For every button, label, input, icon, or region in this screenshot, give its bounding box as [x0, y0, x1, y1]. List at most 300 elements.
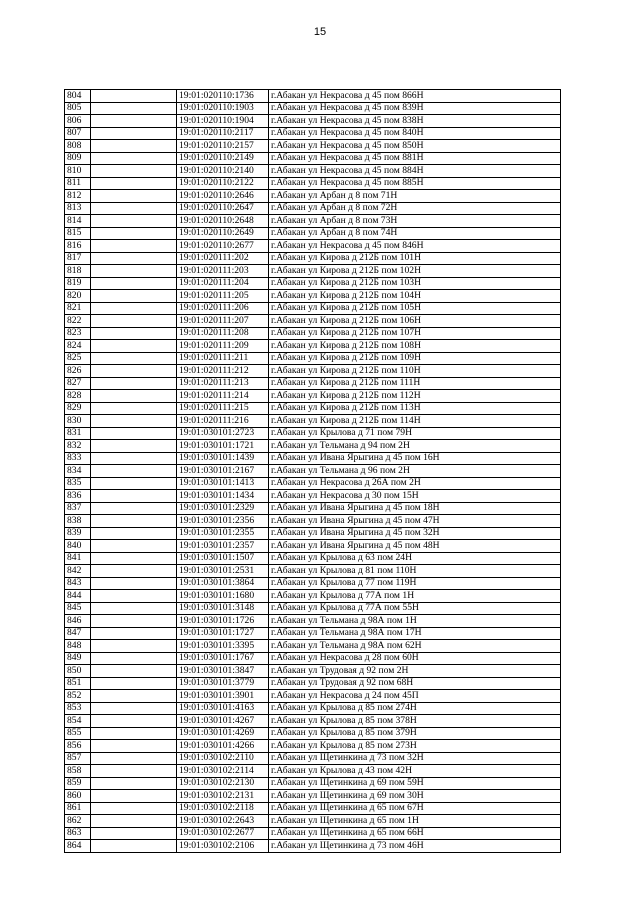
address-cell: г.Абакан ул Тельмана д 98А пом 1Н [269, 615, 561, 628]
table-row [65, 490, 561, 503]
empty-cell [91, 165, 177, 178]
row-number-cell: 857 [65, 752, 91, 765]
empty-cell [91, 415, 177, 428]
cadastral-number-cell: 19:01:020110:2677 [177, 240, 269, 253]
address-cell: г.Абакан ул Щетинкина д 73 пом 46Н [269, 840, 561, 853]
table-row [65, 627, 561, 640]
empty-cell [91, 215, 177, 228]
cadastral-number-cell: 19:01:030101:3847 [177, 665, 269, 678]
table-row [65, 440, 561, 453]
empty-cell [91, 702, 177, 715]
address-cell: г.Абакан ул Ивана Ярыгина д 45 пом 47Н [269, 515, 561, 528]
address-cell: г.Абакан ул Ивана Ярыгина д 45 пом 16Н [269, 452, 561, 465]
address-cell: г.Абакан ул Некрасова д 28 пом 60Н [269, 652, 561, 665]
address-cell: г.Абакан ул Трудовая д 92 пом 68Н [269, 677, 561, 690]
empty-cell [91, 465, 177, 478]
address-cell: г.Абакан ул Трудовая д 92 пом 2Н [269, 665, 561, 678]
row-number-cell: 864 [65, 840, 91, 853]
empty-cell [91, 690, 177, 703]
cadastral-number-cell: 19:01:030101:3864 [177, 577, 269, 590]
empty-cell [91, 152, 177, 165]
empty-cell [91, 802, 177, 815]
cadastral-number-cell: 19:01:020110:2140 [177, 165, 269, 178]
empty-cell [91, 577, 177, 590]
address-cell: г.Абакан ул Кирова д 212Б пом 113Н [269, 402, 561, 415]
table-row [65, 577, 561, 590]
address-cell: г.Абакан ул Ивана Ярыгина д 45 пом 48Н [269, 540, 561, 553]
table-row [65, 165, 561, 178]
cadastral-number-cell: 19:01:020111:213 [177, 377, 269, 390]
empty-cell [91, 790, 177, 803]
cadastral-number-cell: 19:01:030102:2130 [177, 777, 269, 790]
address-cell: г.Абакан ул Тельмана д 98А пом 62Н [269, 640, 561, 653]
cadastral-number-cell: 19:01:030101:4163 [177, 702, 269, 715]
row-number-cell: 837 [65, 502, 91, 515]
table-row [65, 352, 561, 365]
address-cell: г.Абакан ул Крылова д 85 пом 378Н [269, 715, 561, 728]
row-number-cell: 846 [65, 615, 91, 628]
cadastral-number-cell: 19:01:030101:1721 [177, 440, 269, 453]
empty-cell [91, 140, 177, 153]
cadastral-number-cell: 19:01:030101:3779 [177, 677, 269, 690]
cadastral-number-cell: 19:01:020111:208 [177, 327, 269, 340]
address-cell: г.Абакан ул Крылова д 77А пом 1Н [269, 590, 561, 603]
cadastral-number-cell: 19:01:020111:202 [177, 252, 269, 265]
cadastral-number-cell: 19:01:030102:2114 [177, 765, 269, 778]
address-cell: г.Абакан ул Некрасова д 45 пом 838Н [269, 115, 561, 128]
table-row [65, 215, 561, 228]
row-number-cell: 845 [65, 602, 91, 615]
row-number-cell: 860 [65, 790, 91, 803]
table-row [65, 727, 561, 740]
address-cell: г.Абакан ул Некрасова д 30 пом 15Н [269, 490, 561, 503]
table-row [65, 427, 561, 440]
cadastral-number-cell: 19:01:020111:205 [177, 290, 269, 303]
row-number-cell: 815 [65, 227, 91, 240]
table-row [65, 590, 561, 603]
row-number-cell: 834 [65, 465, 91, 478]
table-row [65, 415, 561, 428]
row-number-cell: 838 [65, 515, 91, 528]
row-number-cell: 828 [65, 390, 91, 403]
table-row [65, 615, 561, 628]
row-number-cell: 817 [65, 252, 91, 265]
cadastral-number-cell: 19:01:030101:2329 [177, 502, 269, 515]
address-cell: г.Абакан ул Щетинкина д 65 пом 66Н [269, 827, 561, 840]
empty-cell [91, 365, 177, 378]
address-cell: г.Абакан ул Щетинкина д 65 пом 1Н [269, 815, 561, 828]
table-row [65, 752, 561, 765]
row-number-cell: 813 [65, 202, 91, 215]
empty-cell [91, 840, 177, 853]
address-cell: г.Абакан ул Арбан д 8 пом 71Н [269, 190, 561, 203]
table-row [65, 227, 561, 240]
cadastral-number-cell: 19:01:030101:1726 [177, 615, 269, 628]
cadastral-number-cell: 19:01:020110:2122 [177, 177, 269, 190]
address-cell: г.Абакан ул Кирова д 212Б пом 107Н [269, 327, 561, 340]
row-number-cell: 807 [65, 127, 91, 140]
cadastral-number-cell: 19:01:020111:212 [177, 365, 269, 378]
cadastral-number-cell: 19:01:030101:2167 [177, 465, 269, 478]
table-row [65, 90, 561, 103]
empty-cell [91, 327, 177, 340]
row-number-cell: 854 [65, 715, 91, 728]
cadastral-number-cell: 19:01:030101:1507 [177, 552, 269, 565]
empty-cell [91, 490, 177, 503]
row-number-cell: 825 [65, 352, 91, 365]
empty-cell [91, 452, 177, 465]
table-row [65, 127, 561, 140]
address-cell: г.Абакан ул Некрасова д 45 пом 881Н [269, 152, 561, 165]
row-number-cell: 823 [65, 327, 91, 340]
row-number-cell: 820 [65, 290, 91, 303]
table-row [65, 527, 561, 540]
empty-cell [91, 115, 177, 128]
table-row [65, 740, 561, 753]
cadastral-number-cell: 19:01:030101:4266 [177, 740, 269, 753]
cadastral-number-cell: 19:01:020111:216 [177, 415, 269, 428]
table-row [65, 715, 561, 728]
table-row [65, 765, 561, 778]
row-number-cell: 840 [65, 540, 91, 553]
cadastral-number-cell: 19:01:030101:2357 [177, 540, 269, 553]
address-cell: г.Абакан ул Кирова д 212Б пом 111Н [269, 377, 561, 390]
address-cell: г.Абакан ул Крылова д 63 пом 24Н [269, 552, 561, 565]
table-row [65, 502, 561, 515]
empty-cell [91, 502, 177, 515]
cadastral-number-cell: 19:01:030101:2355 [177, 527, 269, 540]
empty-cell [91, 552, 177, 565]
table-row [65, 140, 561, 153]
empty-cell [91, 277, 177, 290]
table-row [65, 465, 561, 478]
empty-cell [91, 752, 177, 765]
table-row [65, 652, 561, 665]
cadastral-number-cell: 19:01:030102:2110 [177, 752, 269, 765]
cadastral-number-cell: 19:01:020111:211 [177, 352, 269, 365]
empty-cell [91, 590, 177, 603]
cadastral-number-cell: 19:01:020111:215 [177, 402, 269, 415]
row-number-cell: 858 [65, 765, 91, 778]
cadastral-number-cell: 19:01:030102:2118 [177, 802, 269, 815]
table-row [65, 790, 561, 803]
table-row [65, 277, 561, 290]
cadastral-number-cell: 19:01:020110:2117 [177, 127, 269, 140]
empty-cell [91, 777, 177, 790]
cadastral-number-cell: 19:01:020111:206 [177, 302, 269, 315]
empty-cell [91, 177, 177, 190]
cadastral-number-cell: 19:01:030101:2356 [177, 515, 269, 528]
empty-cell [91, 240, 177, 253]
row-number-cell: 830 [65, 415, 91, 428]
address-cell: г.Абакан ул Некрасова д 45 пом 866Н [269, 90, 561, 103]
table-row [65, 815, 561, 828]
address-cell: г.Абакан ул Кирова д 212Б пом 101Н [269, 252, 561, 265]
cadastral-number-cell: 19:01:020110:1903 [177, 102, 269, 115]
row-number-cell: 819 [65, 277, 91, 290]
row-number-cell: 811 [65, 177, 91, 190]
address-cell: г.Абакан ул Некрасова д 45 пом 846Н [269, 240, 561, 253]
table-row [65, 240, 561, 253]
address-cell: г.Абакан ул Тельмана д 94 пом 2Н [269, 440, 561, 453]
cadastral-number-cell: 19:01:020110:2149 [177, 152, 269, 165]
row-number-cell: 853 [65, 702, 91, 715]
address-cell: г.Абакан ул Кирова д 212Б пом 110Н [269, 365, 561, 378]
row-number-cell: 816 [65, 240, 91, 253]
empty-cell [91, 377, 177, 390]
address-cell: г.Абакан ул Щетинкина д 73 пом 32Н [269, 752, 561, 765]
table-row [65, 265, 561, 278]
row-number-cell: 831 [65, 427, 91, 440]
empty-cell [91, 602, 177, 615]
property-table [64, 89, 561, 853]
empty-cell [91, 252, 177, 265]
empty-cell [91, 677, 177, 690]
address-cell: г.Абакан ул Ивана Ярыгина д 45 пом 32Н [269, 527, 561, 540]
cadastral-number-cell: 19:01:030101:2723 [177, 427, 269, 440]
row-number-cell: 856 [65, 740, 91, 753]
empty-cell [91, 427, 177, 440]
empty-cell [91, 765, 177, 778]
empty-cell [91, 477, 177, 490]
empty-cell [91, 740, 177, 753]
cadastral-number-cell: 19:01:030102:2131 [177, 790, 269, 803]
table-row [65, 640, 561, 653]
cadastral-number-cell: 19:01:030101:1439 [177, 452, 269, 465]
empty-cell [91, 827, 177, 840]
row-number-cell: 826 [65, 365, 91, 378]
empty-cell [91, 515, 177, 528]
cadastral-number-cell: 19:01:020111:209 [177, 340, 269, 353]
address-cell: г.Абакан ул Тельмана д 96 пом 2Н [269, 465, 561, 478]
table-row [65, 177, 561, 190]
table-row [65, 677, 561, 690]
empty-cell [91, 527, 177, 540]
cadastral-number-cell: 19:01:030101:4267 [177, 715, 269, 728]
address-cell: г.Абакан ул Некрасова д 45 пом 884Н [269, 165, 561, 178]
cadastral-number-cell: 19:01:030101:1434 [177, 490, 269, 503]
empty-cell [91, 565, 177, 578]
row-number-cell: 848 [65, 640, 91, 653]
table-row [65, 840, 561, 853]
cadastral-number-cell: 19:01:020110:1736 [177, 90, 269, 103]
empty-cell [91, 352, 177, 365]
row-number-cell: 812 [65, 190, 91, 203]
table-row [65, 102, 561, 115]
table-row [65, 290, 561, 303]
address-cell: г.Абакан ул Некрасова д 45 пом 850Н [269, 140, 561, 153]
page-number: 15 [313, 26, 327, 38]
address-cell: г.Абакан ул Кирова д 212Б пом 108Н [269, 340, 561, 353]
row-number-cell: 844 [65, 590, 91, 603]
table-row [65, 515, 561, 528]
row-number-cell: 835 [65, 477, 91, 490]
empty-cell [91, 102, 177, 115]
table-row [65, 390, 561, 403]
cadastral-number-cell: 19:01:030101:1727 [177, 627, 269, 640]
table-row [65, 365, 561, 378]
empty-cell [91, 627, 177, 640]
row-number-cell: 805 [65, 102, 91, 115]
address-cell: г.Абакан ул Ивана Ярыгина д 45 пом 18Н [269, 502, 561, 515]
address-cell: г.Абакан ул Кирова д 212Б пом 102Н [269, 265, 561, 278]
cadastral-number-cell: 19:01:030101:2531 [177, 565, 269, 578]
address-cell: г.Абакан ул Кирова д 212Б пом 109Н [269, 352, 561, 365]
table-row [65, 540, 561, 553]
address-cell: г.Абакан ул Крылова д 71 пом 79Н [269, 427, 561, 440]
table-row [65, 402, 561, 415]
address-cell: г.Абакан ул Кирова д 212Б пом 106Н [269, 315, 561, 328]
empty-cell [91, 290, 177, 303]
empty-cell [91, 715, 177, 728]
cadastral-number-cell: 19:01:020111:214 [177, 390, 269, 403]
table-row [65, 252, 561, 265]
empty-cell [91, 315, 177, 328]
row-number-cell: 808 [65, 140, 91, 153]
address-cell: г.Абакан ул Крылова д 77А пом 55Н [269, 602, 561, 615]
empty-cell [91, 540, 177, 553]
cadastral-number-cell: 19:01:030102:2643 [177, 815, 269, 828]
row-number-cell: 851 [65, 677, 91, 690]
address-cell: г.Абакан ул Щетинкина д 69 пом 30Н [269, 790, 561, 803]
row-number-cell: 862 [65, 815, 91, 828]
empty-cell [91, 90, 177, 103]
address-cell: г.Абакан ул Арбан д 8 пом 74Н [269, 227, 561, 240]
row-number-cell: 861 [65, 802, 91, 815]
empty-cell [91, 665, 177, 678]
cadastral-number-cell: 19:01:020110:2157 [177, 140, 269, 153]
cadastral-number-cell: 19:01:030101:1767 [177, 652, 269, 665]
row-number-cell: 829 [65, 402, 91, 415]
table-row [65, 340, 561, 353]
table-row [65, 702, 561, 715]
row-number-cell: 821 [65, 302, 91, 315]
address-cell: г.Абакан ул Некрасова д 45 пом 840Н [269, 127, 561, 140]
empty-cell [91, 227, 177, 240]
address-cell: г.Абакан ул Кирова д 212Б пом 112Н [269, 390, 561, 403]
address-cell: г.Абакан ул Крылова д 85 пом 379Н [269, 727, 561, 740]
row-number-cell: 824 [65, 340, 91, 353]
table-row [65, 152, 561, 165]
row-number-cell: 836 [65, 490, 91, 503]
empty-cell [91, 390, 177, 403]
address-cell: г.Абакан ул Арбан д 8 пом 72Н [269, 202, 561, 215]
table-row [65, 327, 561, 340]
table-row [65, 115, 561, 128]
empty-cell [91, 727, 177, 740]
table-row [65, 477, 561, 490]
empty-cell [91, 265, 177, 278]
row-number-cell: 818 [65, 265, 91, 278]
cadastral-number-cell: 19:01:020110:2649 [177, 227, 269, 240]
cadastral-number-cell: 19:01:030101:3148 [177, 602, 269, 615]
cadastral-number-cell: 19:01:020111:203 [177, 265, 269, 278]
address-cell: г.Абакан ул Крылова д 81 пом 110Н [269, 565, 561, 578]
table-row [65, 452, 561, 465]
empty-cell [91, 202, 177, 215]
address-cell: г.Абакан ул Щетинкина д 69 пом 59Н [269, 777, 561, 790]
empty-cell [91, 190, 177, 203]
empty-cell [91, 127, 177, 140]
table-row [65, 690, 561, 703]
address-cell: г.Абакан ул Крылова д 85 пом 273Н [269, 740, 561, 753]
address-cell: г.Абакан ул Арбан д 8 пом 73Н [269, 215, 561, 228]
row-number-cell: 839 [65, 527, 91, 540]
address-cell: г.Абакан ул Крылова д 43 пом 42Н [269, 765, 561, 778]
address-cell: г.Абакан ул Некрасова д 45 пом 839Н [269, 102, 561, 115]
cadastral-number-cell: 19:01:020110:1904 [177, 115, 269, 128]
address-cell: г.Абакан ул Некрасова д 45 пом 885Н [269, 177, 561, 190]
row-number-cell: 809 [65, 152, 91, 165]
table-row [65, 202, 561, 215]
cadastral-number-cell: 19:01:030101:4269 [177, 727, 269, 740]
table-row [65, 777, 561, 790]
empty-cell [91, 302, 177, 315]
row-number-cell: 842 [65, 565, 91, 578]
row-number-cell: 852 [65, 690, 91, 703]
empty-cell [91, 340, 177, 353]
cadastral-number-cell: 19:01:020110:2647 [177, 202, 269, 215]
empty-cell [91, 402, 177, 415]
table-row [65, 377, 561, 390]
empty-cell [91, 615, 177, 628]
address-cell: г.Абакан ул Кирова д 212Б пом 114Н [269, 415, 561, 428]
address-cell: г.Абакан ул Щетинкина д 65 пом 67Н [269, 802, 561, 815]
table-row [65, 827, 561, 840]
table-row [65, 302, 561, 315]
cadastral-number-cell: 19:01:020110:2648 [177, 215, 269, 228]
row-number-cell: 827 [65, 377, 91, 390]
row-number-cell: 855 [65, 727, 91, 740]
cadastral-number-cell: 19:01:030101:3901 [177, 690, 269, 703]
cadastral-number-cell: 19:01:020110:2646 [177, 190, 269, 203]
property-table-body [65, 90, 561, 853]
row-number-cell: 833 [65, 452, 91, 465]
empty-cell [91, 652, 177, 665]
empty-cell [91, 640, 177, 653]
row-number-cell: 843 [65, 577, 91, 590]
row-number-cell: 832 [65, 440, 91, 453]
table-row [65, 190, 561, 203]
empty-cell [91, 815, 177, 828]
row-number-cell: 822 [65, 315, 91, 328]
address-cell: г.Абакан ул Кирова д 212Б пом 105Н [269, 302, 561, 315]
table-row [65, 665, 561, 678]
cadastral-number-cell: 19:01:030101:1680 [177, 590, 269, 603]
cadastral-number-cell: 19:01:030101:1413 [177, 477, 269, 490]
cadastral-number-cell: 19:01:030102:2106 [177, 840, 269, 853]
address-cell: г.Абакан ул Кирова д 212Б пом 103Н [269, 277, 561, 290]
row-number-cell: 806 [65, 115, 91, 128]
row-number-cell: 850 [65, 665, 91, 678]
empty-cell [91, 440, 177, 453]
row-number-cell: 849 [65, 652, 91, 665]
row-number-cell: 863 [65, 827, 91, 840]
cadastral-number-cell: 19:01:030101:3395 [177, 640, 269, 653]
cadastral-number-cell: 19:01:020111:207 [177, 315, 269, 328]
address-cell: г.Абакан ул Кирова д 212Б пом 104Н [269, 290, 561, 303]
table-row [65, 602, 561, 615]
table-row [65, 315, 561, 328]
address-cell: г.Абакан ул Крылова д 77 пом 119Н [269, 577, 561, 590]
row-number-cell: 810 [65, 165, 91, 178]
table-row [65, 552, 561, 565]
table-row [65, 565, 561, 578]
address-cell: г.Абакан ул Крылова д 85 пом 274Н [269, 702, 561, 715]
address-cell: г.Абакан ул Некрасова д 26А пом 2Н [269, 477, 561, 490]
address-cell: г.Абакан ул Тельмана д 98А пом 17Н [269, 627, 561, 640]
cadastral-number-cell: 19:01:030102:2677 [177, 827, 269, 840]
